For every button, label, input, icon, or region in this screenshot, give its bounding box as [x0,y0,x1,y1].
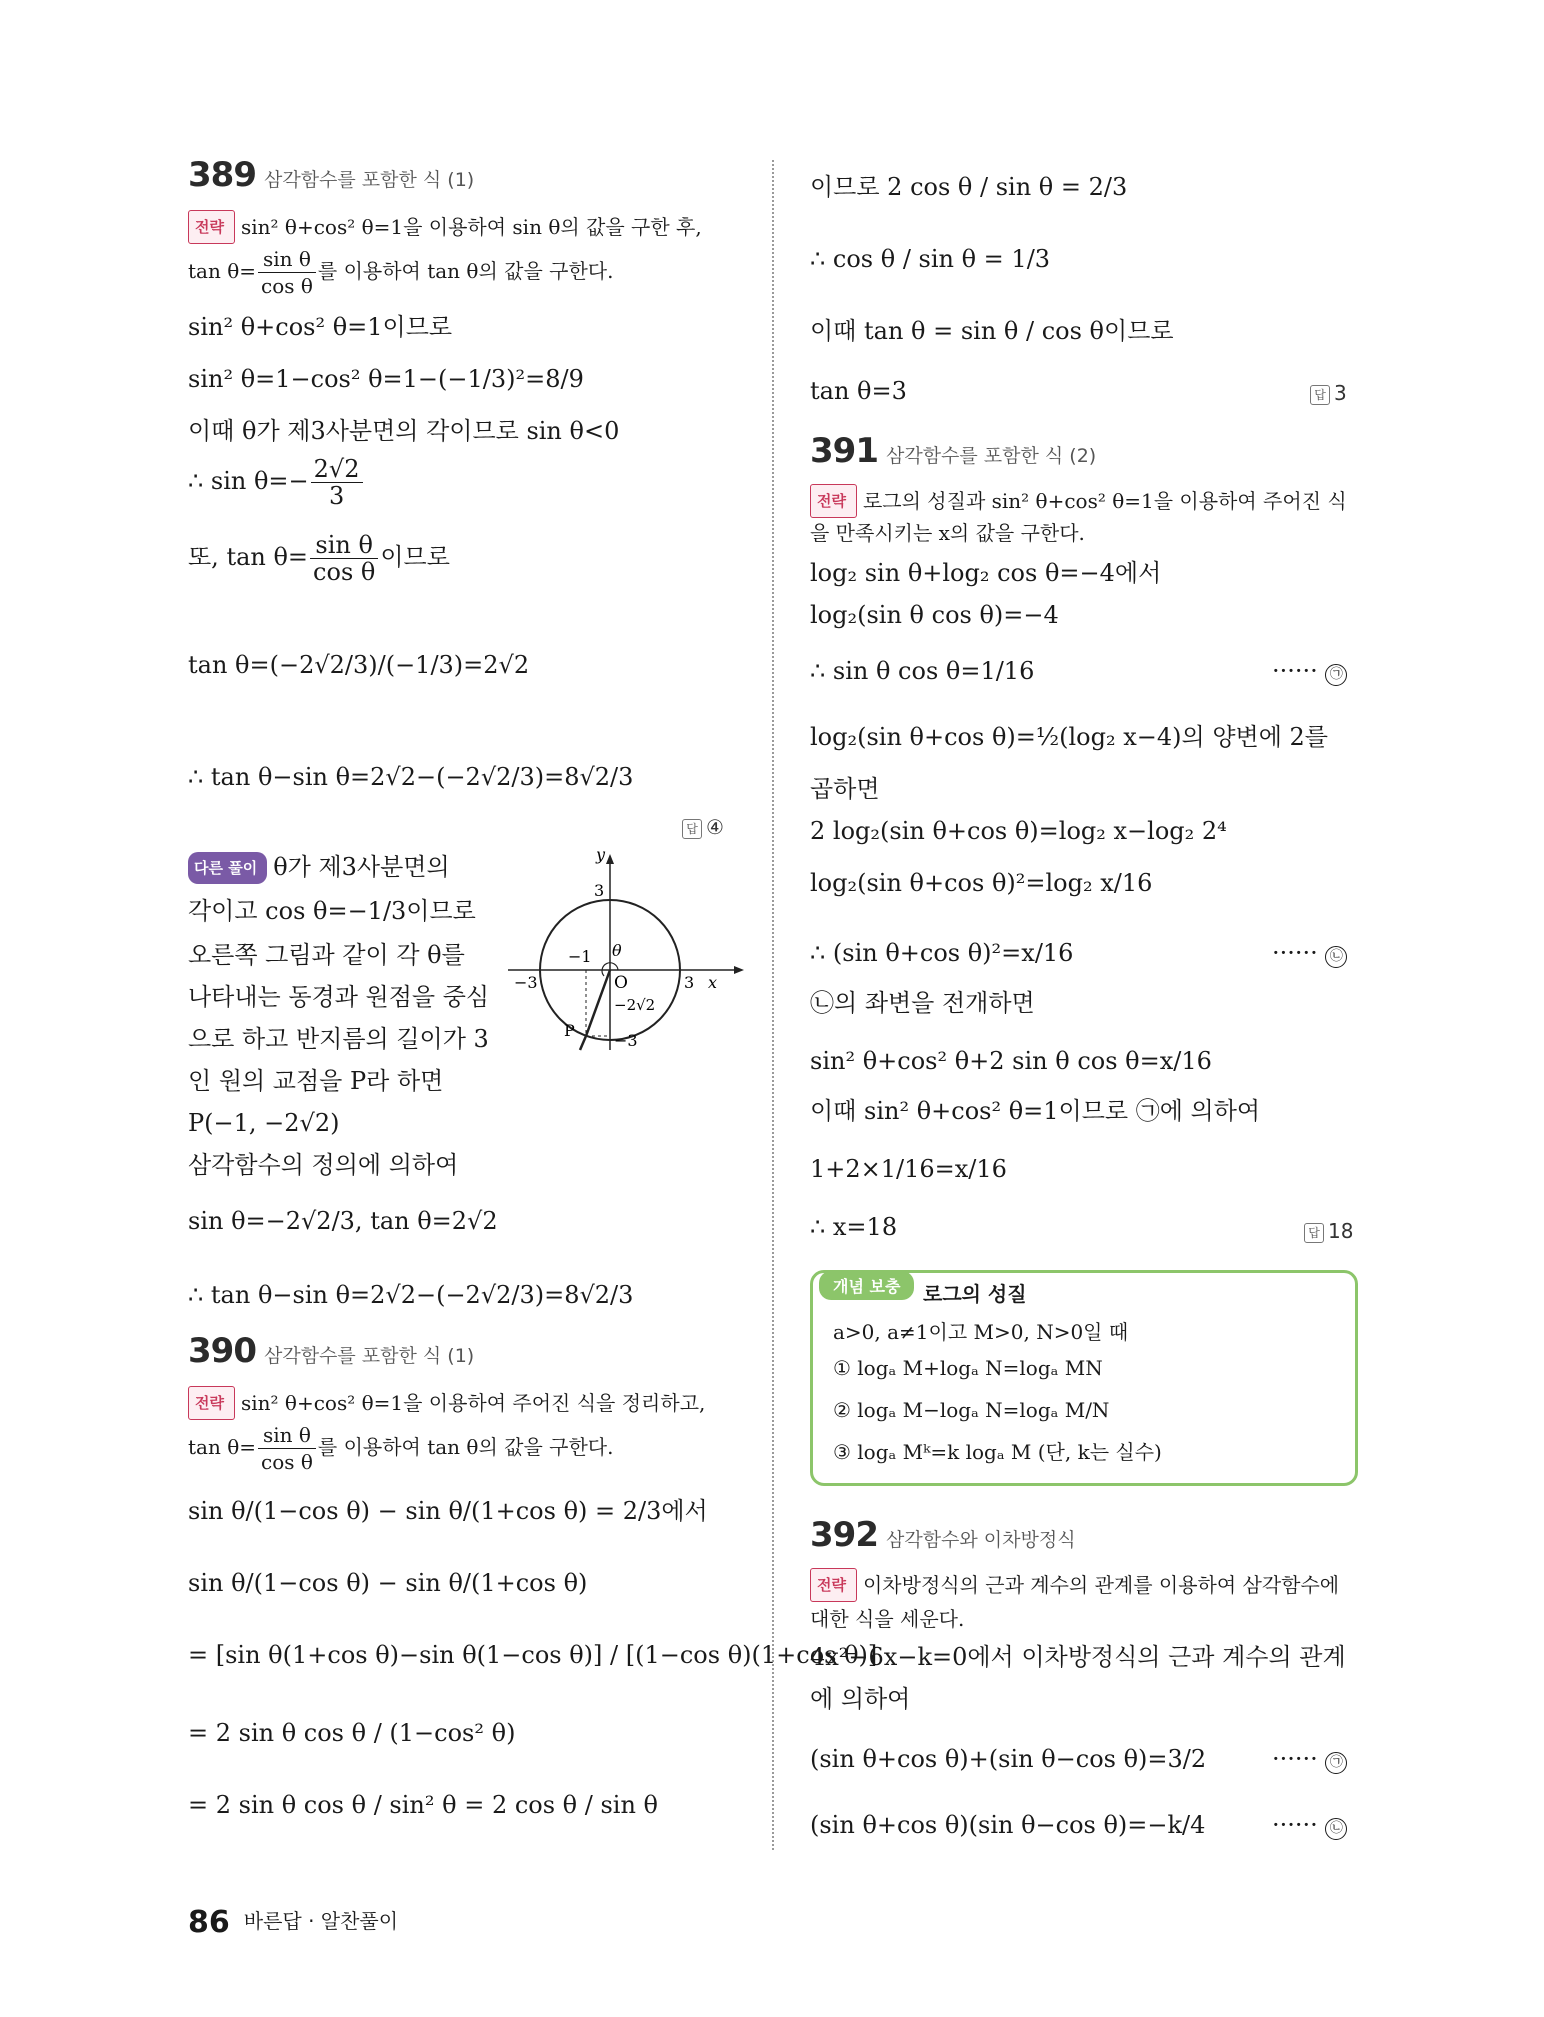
problem-391-header [810,431,1097,471]
line: sin² θ=1−cos² θ=1−(−1/3)²=8/9 [188,365,584,393]
text: ∴ sin θ=− [188,467,309,495]
line: 이므로 2 cos θ / sin θ = 2/3 [810,173,1128,201]
strategy-line [188,1386,705,1420]
strategy-line [810,1568,1339,1602]
line: ∴ tan θ−sin θ=2√2−(−2√2/3)=8√2/3 [188,763,634,791]
line: ∴ tan θ−sin θ=2√2−(−2√2/3)=8√2/3 [188,1281,634,1309]
answer-value: ④ [706,815,724,839]
numerator: sin θ [310,532,378,559]
tick-neg3-y: −3 [614,1031,638,1050]
text: θ가 제3사분면의 [273,853,450,881]
line: log₂(sin θ+cos θ)²=log₂ x/16 [810,869,1153,897]
circle-marker: ㉡ [1325,946,1347,968]
strategy-tag: 전략 [810,1568,857,1602]
unit-circle-figure [508,850,748,1060]
numerator: sin θ [258,1422,316,1449]
circle-marker: ㉠ [1325,664,1347,686]
strategy-text: sin² θ+cos² θ=1을 이용하여 주어진 식을 정리하고, [240,1391,706,1415]
line: 에 의하여 [810,1685,911,1713]
line: 곱하면 [810,775,880,803]
strategy-line [188,210,702,244]
axis-y-label: y [596,850,606,864]
answer-value: 18 [1328,1219,1354,1243]
marker-2: ······ ㉡ [1272,938,1347,968]
line: 오른쪽 그림과 같이 각 θ를 [188,941,465,969]
text: 를 이용하여 tan θ의 값을 구한다. [317,259,614,283]
problem-title: 삼각함수와 이차방정식 [885,1529,1076,1551]
strategy-line-2: 을 만족시키는 x의 값을 구한다. [810,521,1085,545]
tick-neg2r2: −2√2 [614,996,656,1014]
text: 또, tan θ= [188,543,309,571]
line: ∴ x=18 [810,1213,898,1241]
circle-marker: ㉡ [1325,1818,1347,1840]
text: 를 이용하여 tan θ의 값을 구한다. [317,1435,614,1459]
line [188,532,450,585]
fraction [311,456,363,509]
strategy-line-2: 대한 식을 세운다. [810,1607,965,1631]
answer-value: 3 [1334,381,1347,405]
tick-3-x: 3 [684,973,695,992]
axis-x-label: x [708,973,718,992]
line: 2 log₂(sin θ+cos θ)=log₂ x−log₂ 2⁴ [810,817,1227,845]
problem-390-header [188,1331,475,1371]
line: log₂ sin θ+log₂ cos θ=−4에서 [810,559,1162,587]
page-number: 86 [188,1905,230,1940]
numerator: sin θ [258,246,316,273]
alt-solution-tag: 다른 풀이 [188,852,267,884]
fraction [310,532,378,585]
problem-number: 389 [188,155,256,195]
text: tan θ= [188,1435,256,1459]
denominator: cos θ [313,558,376,586]
strategy-line-2 [188,246,613,299]
tick-3-y: 3 [594,881,605,900]
problem-389-header [188,155,475,195]
line: tan θ=3 [810,377,907,405]
concept-line: ③ logₐ Mᵏ=k logₐ M (단, k는 실수) [833,1440,1162,1464]
line: 1+2×1/16=x/16 [810,1155,1007,1183]
alt-solution-header [188,852,450,884]
strategy-line [810,484,1347,518]
theta-label: θ [612,941,622,960]
line: 각이고 cos θ=−1/3이므로 [188,897,476,925]
page-footer [188,1905,398,1940]
line: P(−1, −2√2) [188,1109,340,1137]
concept-box-label: 개념 보충 [819,1271,914,1300]
line: sin² θ+cos² θ=1이므로 [188,313,453,341]
numerator: 2√2 [311,456,363,483]
marker-1: ······ ㉠ [1272,1744,1347,1774]
denominator: 3 [328,482,345,510]
fraction [258,1422,316,1475]
text: tan θ= [188,259,256,283]
line: 이때 sin² θ+cos² θ=1이므로 ㉠에 의하여 [810,1097,1261,1125]
line: (sin θ+cos θ)(sin θ−cos θ)=−k/4 [810,1811,1206,1839]
strategy-tag: 전략 [188,210,235,244]
marker-1: ······ ㉠ [1272,656,1347,686]
line: log₂(sin θ+cos θ)=½(log₂ x−4)의 양변에 2를 [810,723,1328,751]
problem-number: 391 [810,431,878,471]
tick-neg3-x: −3 [514,973,538,992]
concept-line: ② logₐ M−logₐ N=logₐ M/N [833,1398,1110,1422]
line [188,456,365,509]
strategy-tag: 전략 [188,1386,235,1420]
line: 으로 하고 반지름의 길이가 3 [188,1025,489,1053]
marker-2: ······ ㉡ [1272,1810,1347,1840]
line: sin θ/(1−cos θ) − sin θ/(1+cos θ) = 2/3에서 [188,1497,708,1525]
text: 이므로 [380,543,450,571]
strategy-text: 로그의 성질과 sin² θ+cos² θ=1을 이용하여 주어진 식 [862,489,1347,513]
problem-title: 삼각함수를 포함한 식 (1) [263,1345,475,1367]
strategy-text: 이차방정식의 근과 계수의 관계를 이용하여 삼각함수에 [862,1573,1340,1597]
strategy-tag: 전략 [810,484,857,518]
answer-icon: 답 [1310,385,1330,405]
tick-neg1: −1 [568,947,592,966]
line: sin θ/(1−cos θ) − sin θ/(1+cos θ) [188,1569,588,1597]
problem-392-header [810,1515,1076,1555]
denominator: cos θ [261,274,313,298]
point-P-label: P [564,1021,575,1040]
concept-line: ① logₐ M+logₐ N=logₐ MN [833,1356,1103,1380]
denominator: cos θ [261,1450,313,1474]
problem-number: 390 [188,1331,256,1371]
strategy-line-2 [188,1422,613,1475]
origin-label: O [614,973,628,993]
circle-marker: ㉠ [1325,1752,1347,1774]
line: 이때 tan θ = sin θ / cos θ이므로 [810,317,1174,345]
line: log₂(sin θ cos θ)=−4 [810,601,1059,629]
concept-box [810,1270,1358,1486]
line: = 2 sin θ cos θ / sin² θ = 2 cos θ / sin θ [188,1791,658,1819]
line: tan θ=(−2√2/3)/(−1/3)=2√2 [188,651,530,679]
problem-title: 삼각함수를 포함한 식 (2) [885,445,1097,467]
line: 인 원의 교점을 P라 하면 [188,1067,444,1095]
strategy-text: sin² θ+cos² θ=1을 이용하여 sin θ의 값을 구한 후, [240,215,702,239]
line: 나타내는 동경과 원점을 중심 [188,983,490,1011]
answer-icon: 답 [682,819,702,839]
line: sin θ=−2√2/3, tan θ=2√2 [188,1207,498,1235]
concept-title: 로그의 성질 [923,1282,1027,1306]
line: 이때 θ가 제3사분면의 각이므로 sin θ<0 [188,417,620,445]
answer-390 [1310,378,1347,408]
answer-icon: 답 [1304,1223,1324,1243]
line: (sin θ+cos θ)+(sin θ−cos θ)=3/2 [810,1745,1207,1773]
line: ∴ cos θ / sin θ = 1/3 [810,245,1051,273]
problem-number: 392 [810,1515,878,1555]
answer-391 [1304,1216,1353,1246]
page-label: 바른답 · 알찬풀이 [243,1909,399,1933]
line: ∴ (sin θ+cos θ)²=x/16 [810,939,1074,967]
line: 삼각함수의 정의에 의하여 [188,1151,459,1179]
line: 4x²−6x−k=0에서 이차방정식의 근과 계수의 관계 [810,1643,1346,1671]
line: sin² θ+cos² θ+2 sin θ cos θ=x/16 [810,1047,1212,1075]
line: ㉡의 좌변을 전개하면 [810,989,1035,1017]
concept-line: a>0, a≠1이고 M>0, N>0일 때 [833,1320,1129,1344]
column-divider [772,160,774,1850]
line: ∴ sin θ cos θ=1/16 [810,657,1035,685]
line: = [sin θ(1+cos θ)−sin θ(1−cos θ)] / [(1−cos θ)(1+cos θ)] [188,1641,878,1669]
line: = 2 sin θ cos θ / (1−cos² θ) [188,1719,516,1747]
answer-389 [682,812,724,842]
fraction [258,246,316,299]
problem-title: 삼각함수를 포함한 식 (1) [263,169,475,191]
